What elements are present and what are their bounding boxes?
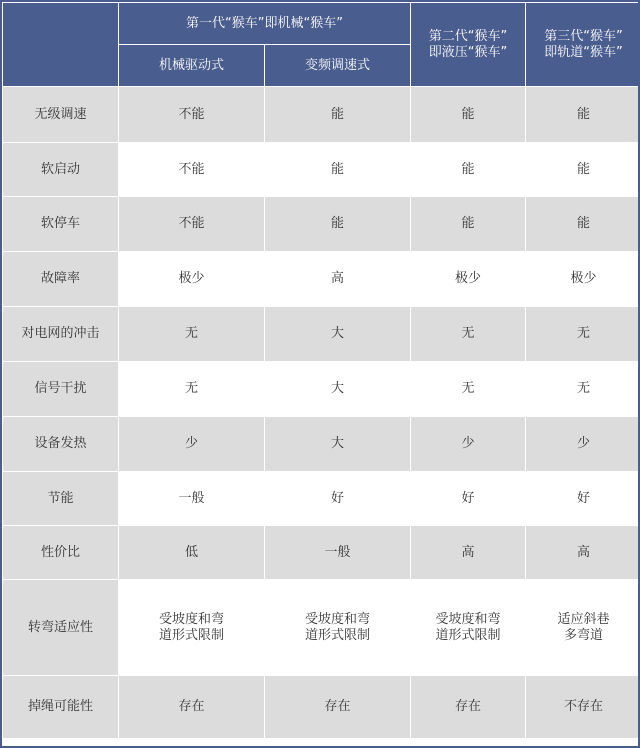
table-cell: 能	[265, 143, 411, 197]
table-row	[3, 143, 640, 197]
row-label: 信号干扰	[3, 362, 119, 417]
table-cell: 无	[526, 307, 640, 362]
row-label: 无级调速	[3, 87, 119, 143]
gen2-header: 第二代“猴车” 即液压“猴车”	[411, 3, 526, 87]
table-row	[3, 472, 640, 526]
table-cell: 不能	[119, 143, 265, 197]
table-cell: 能	[265, 87, 411, 143]
table-cell: 极少	[526, 252, 640, 307]
comparison-table	[2, 2, 640, 739]
table-cell: 能	[411, 197, 526, 252]
table-cell: 能	[526, 143, 640, 197]
table-cell: 受坡度和弯 道形式限制	[265, 580, 411, 676]
gen1-vfd-header: 变频调速式	[265, 45, 411, 87]
row-label: 软启动	[3, 143, 119, 197]
table-cell: 一般	[265, 526, 411, 580]
table-cell: 无	[411, 307, 526, 362]
table-cell: 存在	[119, 676, 265, 739]
row-label: 掉绳可能性	[3, 676, 119, 739]
table-cell: 能	[411, 143, 526, 197]
gen1-group-header: 第一代“猴车”即机械“猴车”	[119, 3, 411, 45]
table-cell: 好	[526, 472, 640, 526]
table-row	[3, 307, 640, 362]
table-cell: 高	[411, 526, 526, 580]
row-label: 故障率	[3, 252, 119, 307]
table-row	[3, 197, 640, 252]
row-label: 对电网的冲击	[3, 307, 119, 362]
table-row	[3, 417, 640, 472]
table-cell: 低	[119, 526, 265, 580]
table-cell: 无	[119, 307, 265, 362]
table-cell: 无	[119, 362, 265, 417]
table-cell: 一般	[119, 472, 265, 526]
table-cell: 少	[526, 417, 640, 472]
table-cell: 无	[411, 362, 526, 417]
corner-header-cell	[3, 3, 119, 87]
table-cell: 存在	[411, 676, 526, 739]
gen1-mechanical-header: 机械驱动式	[119, 45, 265, 87]
table-cell: 适应斜巷 多弯道	[526, 580, 640, 676]
table-cell: 能	[411, 87, 526, 143]
table-cell: 受坡度和弯 道形式限制	[411, 580, 526, 676]
table-cell: 不能	[119, 87, 265, 143]
table-cell: 大	[265, 362, 411, 417]
table-cell: 大	[265, 307, 411, 362]
row-label: 性价比	[3, 526, 119, 580]
table-cell: 高	[526, 526, 640, 580]
table-row	[3, 87, 640, 143]
gen3-header: 第三代“猴车” 即轨道“猴车”	[526, 3, 640, 87]
table-row	[3, 580, 640, 676]
row-label: 节能	[3, 472, 119, 526]
table-row	[3, 252, 640, 307]
table-cell: 能	[265, 197, 411, 252]
table-cell: 受坡度和弯 道形式限制	[119, 580, 265, 676]
table-cell: 好	[265, 472, 411, 526]
table-cell: 少	[411, 417, 526, 472]
table-cell: 大	[265, 417, 411, 472]
table-cell: 极少	[411, 252, 526, 307]
table-cell: 极少	[119, 252, 265, 307]
table-cell: 不能	[119, 197, 265, 252]
table-row	[3, 526, 640, 580]
table-cell: 好	[411, 472, 526, 526]
table-cell: 能	[526, 197, 640, 252]
row-label: 设备发热	[3, 417, 119, 472]
table-row	[3, 676, 640, 739]
row-label: 软停车	[3, 197, 119, 252]
table-cell: 高	[265, 252, 411, 307]
table-cell: 能	[526, 87, 640, 143]
table-cell: 无	[526, 362, 640, 417]
table-cell: 不存在	[526, 676, 640, 739]
table-cell: 少	[119, 417, 265, 472]
table-cell: 存在	[265, 676, 411, 739]
row-label: 转弯适应性	[3, 580, 119, 676]
table-row	[3, 362, 640, 417]
